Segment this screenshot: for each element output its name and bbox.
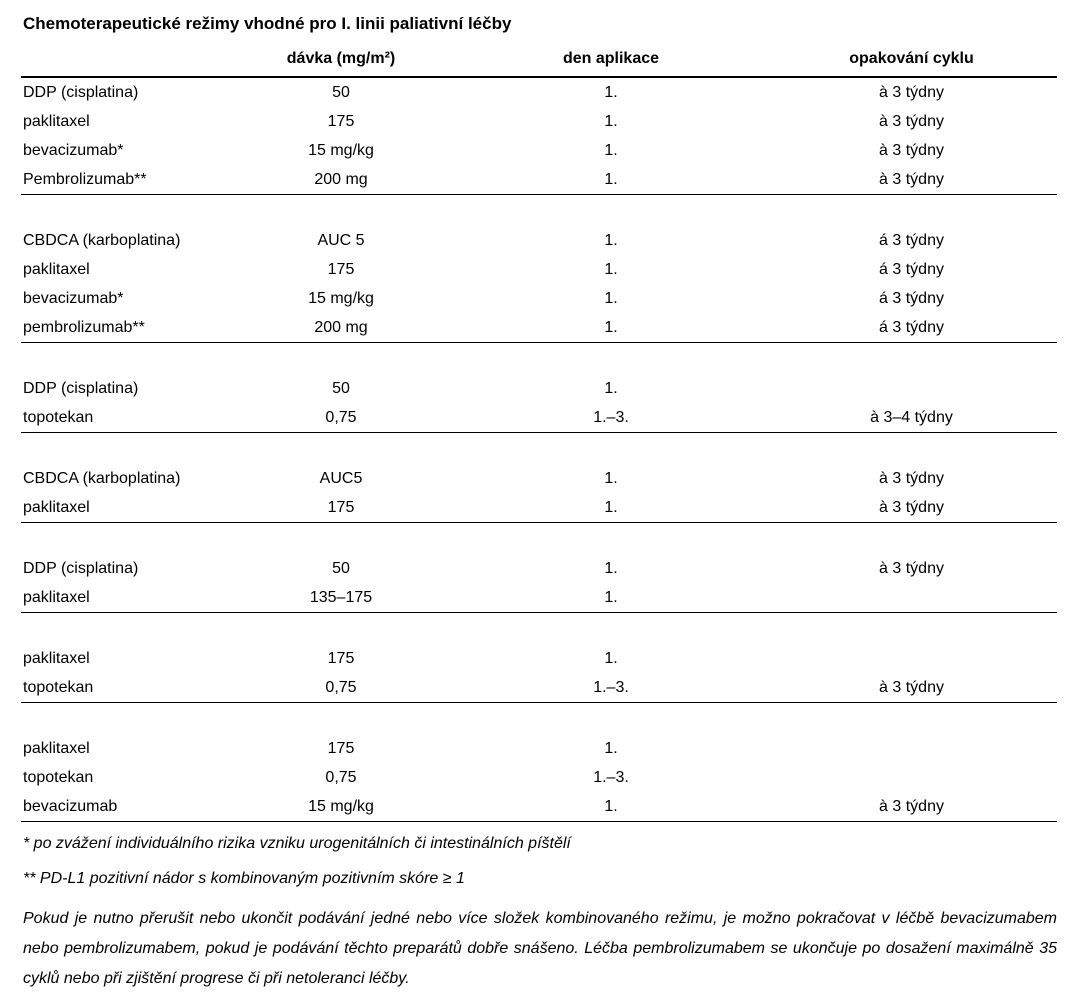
table-row [21, 255, 1057, 284]
cell-cycle: à 3 týdny [766, 792, 1057, 822]
treatment-note-paragraph: Pokud je nutno přerušit nebo ukončit podávání jedné nebo více složek kombinovaného režimu, je možno pokračovat v léčbě bevacizumabem nebo pembrolizumabem, pokud je podávání těchto preparátů dobře snášeno. Léčba pembrolizumabem se ukončuje po dosažení maximálně 35 cyklů nebo při zjištění progrese či při netoleranci léčby. [23, 910, 1057, 987]
cell-dose: 175 [226, 493, 456, 523]
cell-day: 1. [456, 313, 766, 343]
cell-regimen: bevacizumab* [23, 289, 124, 307]
cell-day: 1. [604, 260, 618, 278]
cell-day: 1. [604, 83, 618, 101]
cell-regimen: paklitaxel [23, 649, 90, 667]
cell-cycle: à 3 týdny [879, 141, 944, 159]
table-row [21, 554, 1057, 583]
cell-cycle: à 3 týdny [766, 493, 1057, 523]
table-row [21, 165, 1057, 195]
cell-day: 1. [604, 649, 618, 667]
cell-day: 1. [604, 141, 618, 159]
table-row [21, 644, 1057, 673]
cell-day: 1. [604, 231, 618, 249]
cell-dose: 175 [327, 112, 355, 130]
cell-cycle: á 3 týdny [879, 231, 944, 249]
cell-regimen: DDP (cisplatina) [23, 83, 139, 101]
cell-dose: 200 mg [226, 165, 456, 195]
column-header-regimen [21, 44, 226, 77]
cell-dose: 0,75 [226, 403, 456, 433]
group-spacer [21, 195, 1057, 227]
table-row [21, 792, 1057, 822]
cell-regimen: paklitaxel [23, 112, 90, 130]
table-row [21, 673, 1057, 703]
group-spacer [21, 433, 1057, 465]
cell-day: 1. [456, 165, 766, 195]
cell-dose: 0,75 [325, 768, 357, 786]
footnotes-section [21, 834, 1057, 888]
cell-day: 1.–3. [456, 673, 766, 703]
group-spacer [21, 523, 1057, 555]
cell-dose: 0,75 [226, 673, 456, 703]
footnote-fistula: * po zvážení individuálního rizika vzniku urogenitálních či intestinálních píštělí [23, 835, 571, 852]
cell-cycle: à 3 týdny [879, 469, 944, 487]
cell-dose: 15 mg/kg [308, 141, 374, 159]
cell-cycle: á 3 týdny [879, 289, 944, 307]
table-row [21, 77, 1057, 107]
cell-regimen: topotekan [21, 673, 226, 703]
page-title: Chemoterapeutické režimy vhodné pro I. linii paliativní léčby [23, 14, 512, 33]
table-row [21, 226, 1057, 255]
column-header-day: den aplikace [456, 44, 766, 77]
cell-cycle: à 3 týdny [879, 112, 944, 130]
cell-regimen: bevacizumab* [23, 141, 124, 159]
cell-dose: 175 [327, 739, 355, 757]
cell-regimen: DDP (cisplatina) [23, 379, 139, 397]
group-spacer [21, 613, 1057, 645]
cell-regimen: CBDCA (karboplatina) [23, 231, 181, 249]
cell-day: 1. [604, 379, 618, 397]
cell-day: 1. [604, 469, 618, 487]
table-row [21, 583, 1057, 613]
cell-day: 1. [604, 289, 618, 307]
table-row [21, 284, 1057, 313]
cell-regimen: CBDCA (karboplatina) [23, 469, 181, 487]
cell-regimen: paklitaxel [21, 493, 226, 523]
cell-cycle [766, 374, 1057, 403]
cell-cycle: à 3–4 týdny [766, 403, 1057, 433]
cell-day: 1. [456, 493, 766, 523]
group-spacer [21, 703, 1057, 735]
cell-regimen: topotekan [21, 403, 226, 433]
cell-day: 1. [604, 739, 618, 757]
table-row [21, 464, 1057, 493]
cell-cycle [766, 734, 1057, 763]
cell-day: 1.–3. [456, 403, 766, 433]
cell-dose: 200 mg [226, 313, 456, 343]
cell-cycle: á 3 týdny [879, 260, 944, 278]
table-row [21, 403, 1057, 433]
cell-dose: AUC 5 [317, 231, 365, 249]
cell-dose: 15 mg/kg [308, 289, 374, 307]
footnote-pdl1: ** PD-L1 pozitivní nádor s kombinovaným pozitivním skóre ≥ 1 [23, 870, 465, 887]
cell-regimen: bevacizumab [21, 792, 226, 822]
cell-day: 1. [456, 792, 766, 822]
cell-day: 1.–3. [593, 768, 629, 786]
table-row [21, 107, 1057, 136]
table-row [21, 313, 1057, 343]
cell-dose: 175 [327, 260, 355, 278]
table-row [21, 374, 1057, 403]
chemo-regimen-table [21, 44, 1057, 822]
cell-dose: AUC5 [319, 469, 363, 487]
table-row [21, 136, 1057, 165]
cell-dose: 15 mg/kg [226, 792, 456, 822]
cell-regimen: DDP (cisplatina) [23, 559, 139, 577]
table-row [21, 493, 1057, 523]
cell-regimen: paklitaxel [23, 260, 90, 278]
cell-dose: 50 [332, 559, 350, 577]
cell-day: 1. [456, 583, 766, 613]
cell-cycle: à 3 týdny [766, 673, 1057, 703]
header-row [21, 44, 1057, 77]
cell-cycle: á 3 týdny [766, 313, 1057, 343]
column-header-dose: dávka (mg/m²) [226, 44, 456, 77]
cell-dose: 50 [332, 83, 350, 101]
cell-day: 1. [604, 112, 618, 130]
cell-dose: 135–175 [226, 583, 456, 613]
cell-cycle [766, 644, 1057, 673]
cell-dose: 175 [327, 649, 355, 667]
cell-regimen: topotekan [23, 768, 94, 786]
cell-cycle: à 3 týdny [766, 165, 1057, 195]
cell-cycle [766, 583, 1057, 613]
group-spacer [21, 343, 1057, 375]
cell-cycle [766, 763, 1057, 792]
column-header-cycle: opakování cyklu [766, 44, 1057, 77]
table-row [21, 734, 1057, 763]
cell-regimen: paklitaxel [21, 583, 226, 613]
cell-regimen: pembrolizumab** [21, 313, 226, 343]
cell-regimen: Pembrolizumab** [21, 165, 226, 195]
cell-day: 1. [604, 559, 618, 577]
cell-cycle: à 3 týdny [879, 559, 944, 577]
cell-cycle: à 3 týdny [879, 83, 944, 101]
table-row [21, 763, 1057, 792]
cell-dose: 50 [332, 379, 350, 397]
cell-regimen: paklitaxel [23, 739, 90, 757]
